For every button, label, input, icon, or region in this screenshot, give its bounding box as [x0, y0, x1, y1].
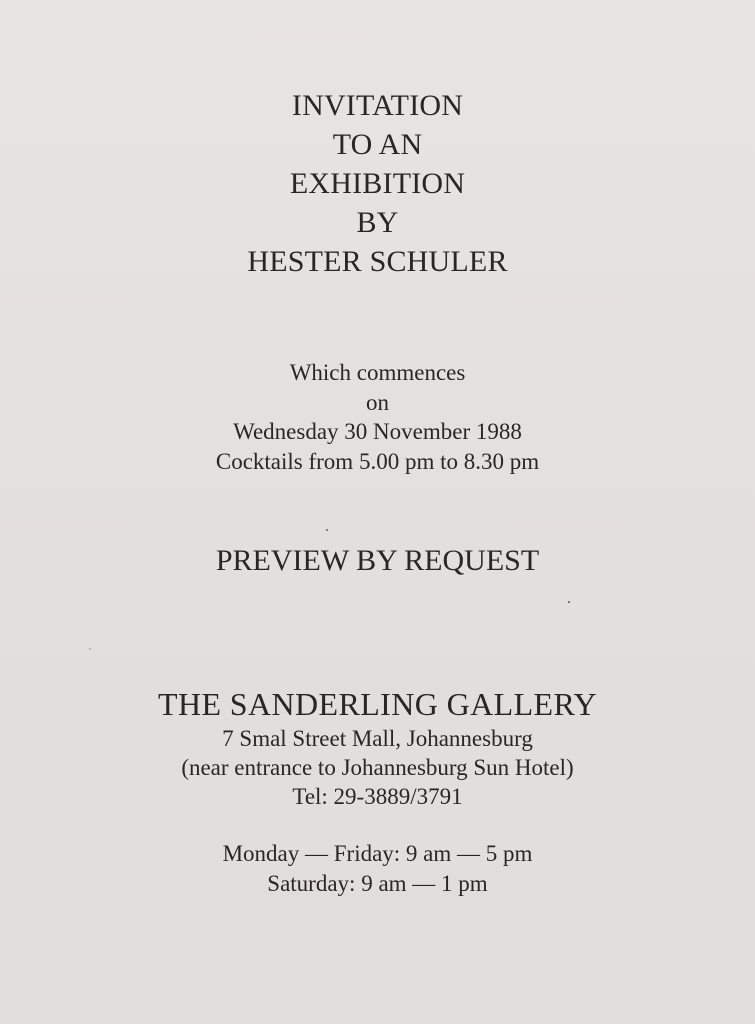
- invitation-title: [0, 86, 755, 281]
- details-line: on: [366, 389, 389, 415]
- paper-speck: [568, 601, 570, 603]
- gallery-address: 7 Smal Street Mall, Johannesburg: [222, 726, 533, 751]
- gallery-phone: Tel: 29-3889/3791: [292, 784, 463, 809]
- gallery-location-note: (near entrance to Johannesburg Sun Hotel): [181, 755, 574, 780]
- gallery-info: [0, 684, 755, 811]
- event-details: [0, 358, 755, 476]
- details-line: Which commences: [289, 360, 466, 385]
- title-line: BY: [356, 206, 399, 239]
- cocktail-hours: Cocktails from 5.00 pm to 8.30 pm: [215, 448, 540, 474]
- event-date: Wednesday 30 November 1988: [233, 419, 522, 444]
- weekday-hours: Monday — Friday: 9 am — 5 pm: [222, 841, 533, 866]
- preview-notice: PREVIEW BY REQUEST: [215, 544, 540, 577]
- opening-hours: [0, 839, 755, 898]
- paper-speck: [89, 648, 91, 650]
- saturday-hours: Saturday: 9 am — 1 pm: [267, 870, 488, 896]
- gallery-name: THE SANDERLING GALLERY: [158, 686, 597, 722]
- paper-speck: [326, 529, 328, 531]
- title-line: EXHIBITION: [289, 167, 466, 200]
- artist-name: HESTER SCHULER: [247, 245, 508, 278]
- title-line: INVITATION: [291, 89, 464, 122]
- title-line: TO AN: [332, 128, 423, 161]
